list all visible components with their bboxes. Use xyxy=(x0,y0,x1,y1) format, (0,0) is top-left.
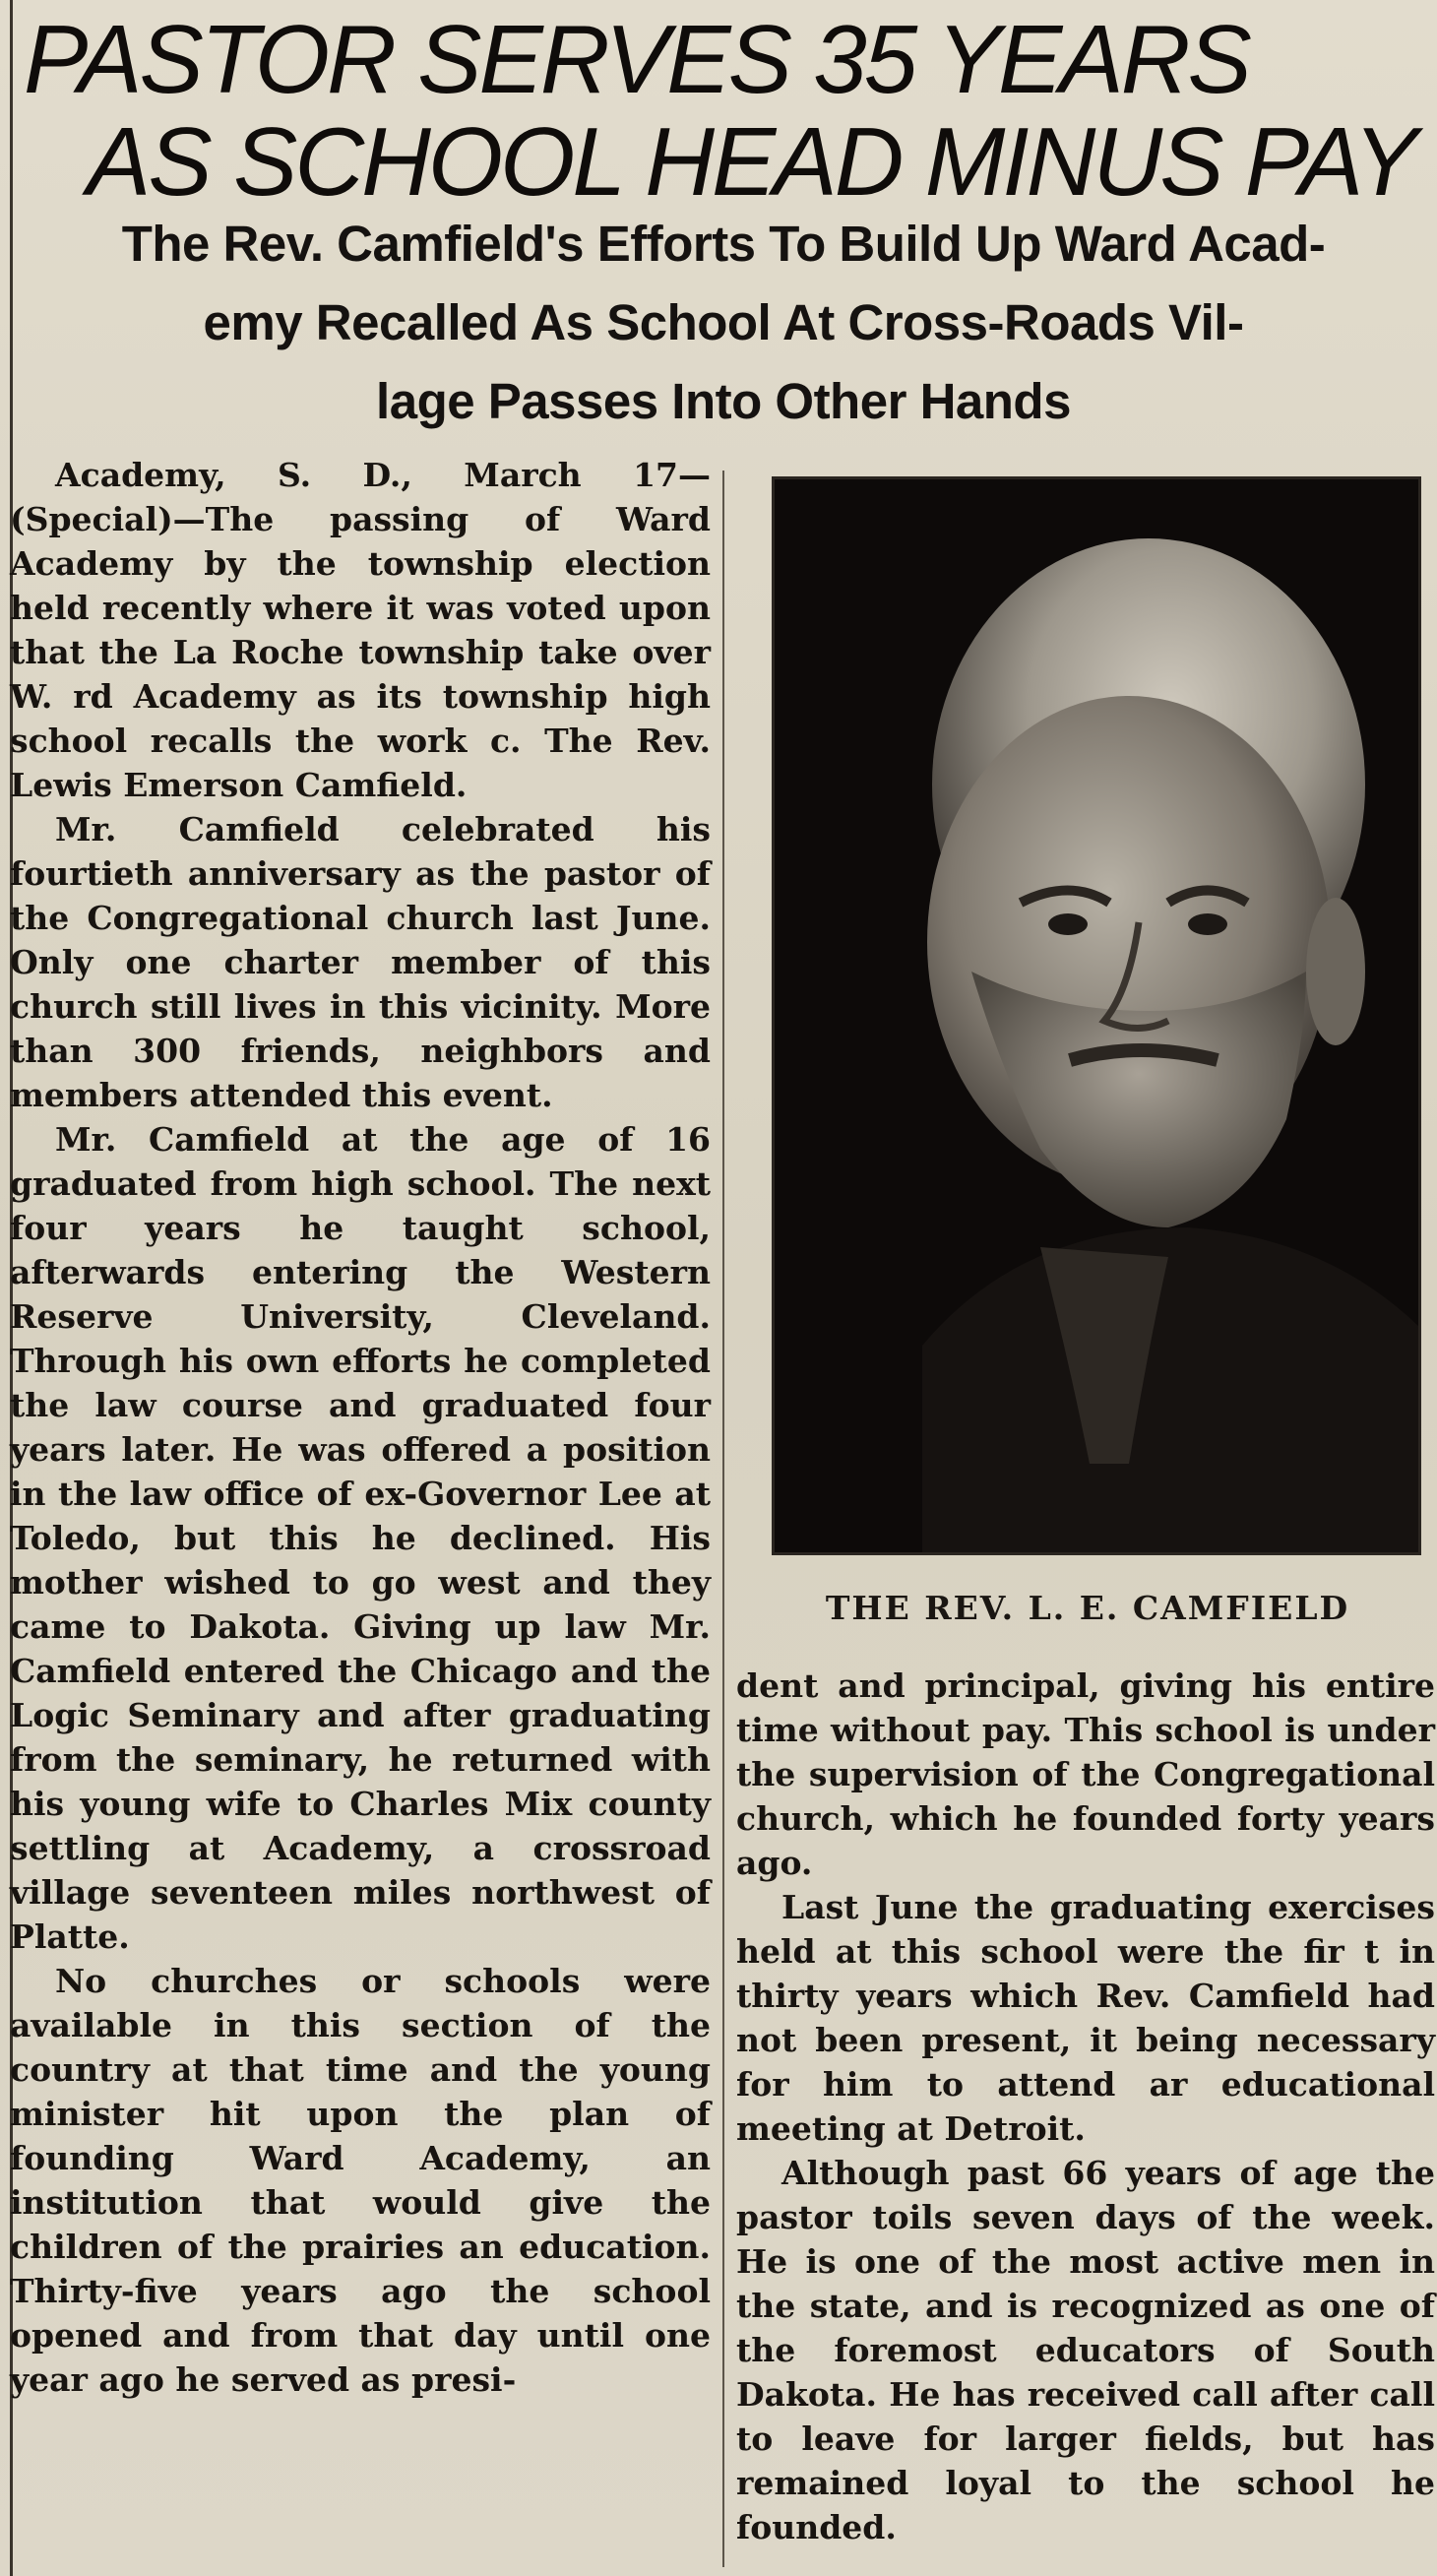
deck-line-3: lage Passes Into Other Hands xyxy=(376,373,1071,429)
paragraph-anniversary: Mr. Camfield celebrated his fourtieth anniversary as the pastor of the Congregational church last June. Only one charter member of this church still lives in this vicinity. More than 300 friends, neighbors and members attended this event. xyxy=(10,810,711,1114)
headline-line-1: PASTOR SERVES 35 YEARS xyxy=(24,5,1249,113)
portrait-image xyxy=(775,479,1418,1552)
paragraph-closing: Although past 66 years of age the pastor toils seven days of the week. He is one of the most active men in the state, and is recognized as one of the foremost educators of South Dakota. He has received call after call to leave for larger fields, but has remained loyal to the school he founded. xyxy=(736,2154,1435,2546)
deck-line-1: The Rev. Camfield's Efforts To Build Up Ward Acad- xyxy=(121,216,1326,272)
paragraph-education: Mr. Camfield at the age of 16 graduated from high school. The next four years he taught school, afterwards entering the Western Reserve University, Cleveland. Through his own efforts he completed the law course and graduated four years later. He was offered a position in the law office of ex-Governor Lee at Toledo, but this he declined. His mother wished to go west and they came to Dakota. Giving up law Mr. Camfield entered the Chicago and the Logic Seminary and after graduating from the seminary, he returned with his young wife to Charles Mix county settling at Academy, a crossroad village seventeen miles northwest of Platte. xyxy=(10,1120,711,1956)
paragraph-founding: No churches or schools were available in this section of the country at that time and the young minister hit upon the plan of founding Ward Academy, an institution that would give the children of the prairies an education. Thirty-five years ago the school opened and from that day until one year ago he served as presi- xyxy=(10,1962,711,2399)
paragraph-continuation: dent and principal, giving his entire time without pay. This school is under the supervision of the Congregational church, which he founded forty years ago. xyxy=(736,1666,1435,1882)
headline xyxy=(24,5,1421,216)
paragraph-dateline: Academy, S. D., March 17—(Special)—The passing of Ward Academy by the township election held recently where it was voted upon that the La Roche township take over W. rd Academy as its township high school recalls the work c. The Rev. Lewis Emerson Camfield. xyxy=(10,456,711,804)
portrait-photo xyxy=(772,476,1421,1555)
headline-line-2: AS SCHOOL HEAD MINUS PAY xyxy=(87,107,1415,216)
column-divider xyxy=(722,471,724,2567)
paragraph-graduation: Last June the graduating exercises held at this school were the fir t in thirty years which Rev. Camfield had not been present, it being necessary for him to attend ar educational meeting at Detroit. xyxy=(736,1888,1435,2148)
article-right-column xyxy=(736,1664,1435,2549)
subheadline-deck xyxy=(20,205,1427,441)
article-left-column xyxy=(10,453,711,2402)
photo-caption: THE REV. L. E. CAMFIELD xyxy=(825,1589,1350,1627)
deck-line-2: emy Recalled As School At Cross-Roads Vil- xyxy=(203,294,1244,350)
